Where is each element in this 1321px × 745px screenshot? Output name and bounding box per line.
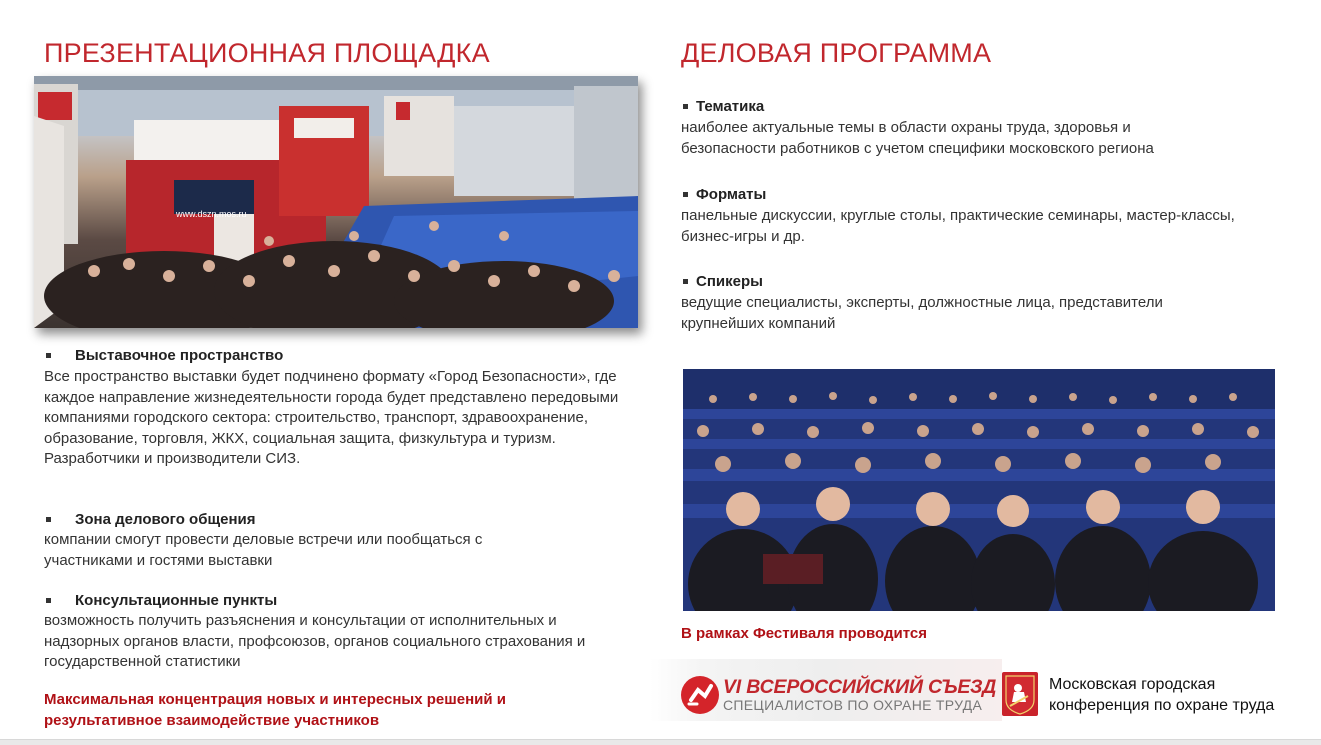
left-footer-note: Максимальная концентрация новых и интересных решений и результативное взаимодействие участников	[44, 691, 506, 729]
formats-text: панельные дискуссии, круглые столы, практические семинары, мастер-классы, бизнес-игры и др.	[681, 207, 1235, 245]
square-bullet-icon	[46, 598, 51, 603]
formats-heading: Форматы	[696, 185, 767, 203]
bullet-heading: Зона делового общения	[75, 510, 256, 528]
speakers-item	[681, 270, 1261, 334]
right-title: ДЕЛОВАЯ ПРОГРАММА	[681, 38, 992, 68]
bottom-divider	[0, 739, 1321, 745]
exhibition-photo	[34, 76, 638, 328]
speakers-text: ведущие специалисты, эксперты, должностные лица, представители крупнейших компаний	[681, 294, 1163, 332]
moscow-crest-icon	[1002, 672, 1038, 716]
square-bullet-icon	[683, 104, 688, 109]
formats-item	[681, 183, 1261, 247]
conference-name: Московская городская конференция по охране труда	[1049, 676, 1275, 714]
conference-hall-photo	[683, 369, 1275, 611]
bullet-consulting-points	[44, 590, 624, 673]
square-bullet-icon	[683, 279, 688, 284]
topic-heading: Тематика	[696, 97, 765, 115]
bullet-business-zone	[44, 509, 604, 571]
speakers-heading: Спикеры	[696, 272, 763, 290]
festival-note: В рамках Фестиваля проводится	[681, 625, 927, 642]
square-bullet-icon	[46, 517, 51, 522]
congress-logo-subtitle: СПЕЦИАЛИСТОВ ПО ОХРАНЕ ТРУДА	[723, 697, 983, 713]
square-bullet-icon	[683, 192, 688, 197]
bullet-text-2: Разработчики и производители СИЗ.	[44, 450, 301, 467]
topic-item	[681, 95, 1261, 159]
bullet-heading: Выставочное пространство	[75, 346, 284, 364]
topic-text: наиболее актуальные темы в области охраны труда, здоровья и безопасности работников с учетом специфики московского региона	[681, 119, 1154, 157]
congress-logo-icon	[681, 676, 719, 714]
congress-logo-title: VI ВСЕРОССИЙСКИЙ СЪЕЗД	[723, 676, 997, 698]
photo-sign-text: www.dszn.mos.ru	[176, 209, 247, 219]
bullet-text: возможность получить разъяснения и консультации от исполнительных и надзорных органов власти, профсоюзов, органов социального страхования и государственной статистики	[44, 612, 586, 670]
bullet-text: компании смогут провести деловые встречи или пообщаться с участниками и гостями выставки	[44, 531, 483, 569]
left-title: ПРЕЗЕНТАЦИОННАЯ ПЛОЩАДКА	[44, 38, 490, 68]
square-bullet-icon	[46, 353, 51, 358]
bullet-text: Все пространство выставки будет подчинено формату «Город Безопасности», где каждое направление жизнедеятельности города будет представлено передовыми компаниями городского сектора: строительство, транспорт, здравоохранение, образование, торговля, ЖКХ, социальная защита, физкультура и туризм.	[44, 368, 619, 447]
bullet-exhibition-space	[44, 345, 624, 470]
bullet-heading: Консультационные пункты	[75, 591, 278, 609]
